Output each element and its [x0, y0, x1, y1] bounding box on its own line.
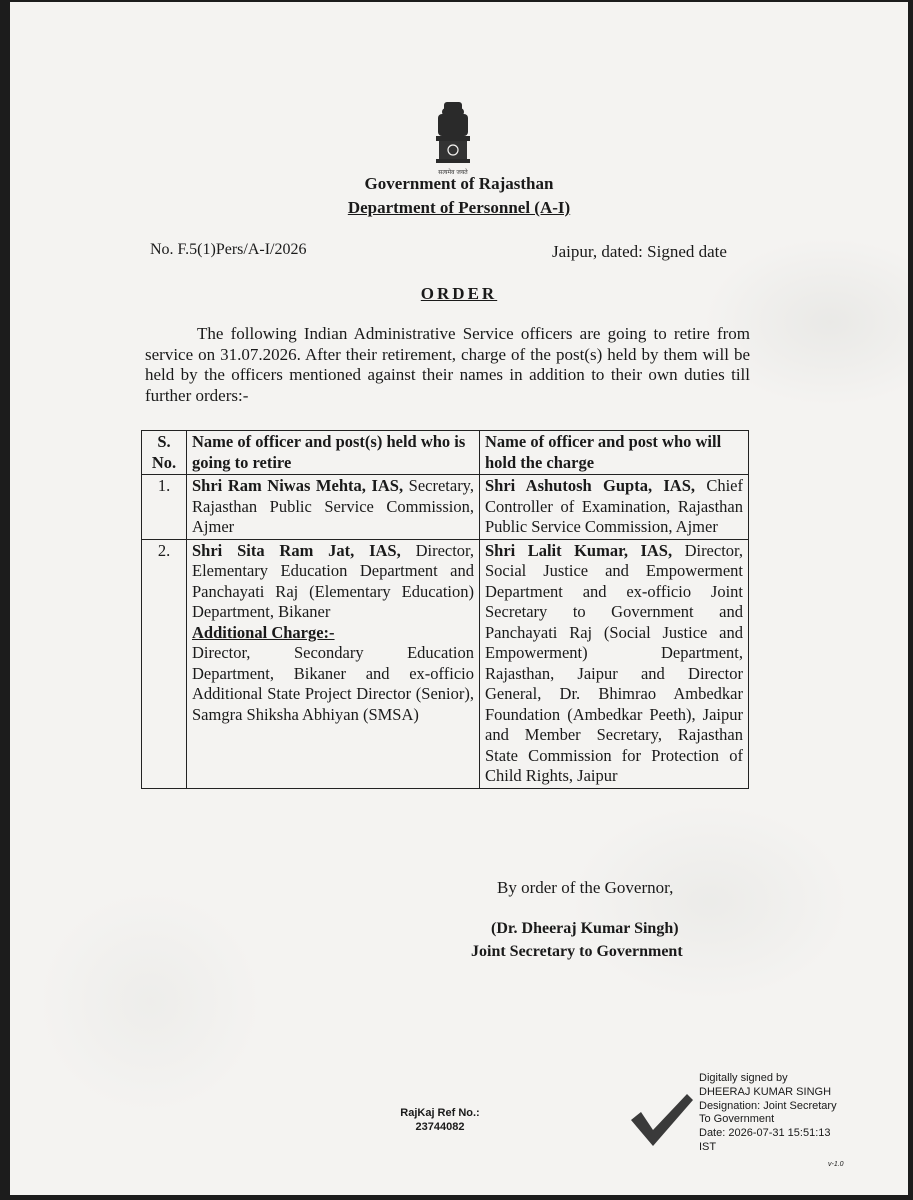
department-heading: Department of Personnel (A-I) [347, 198, 571, 217]
svg-text:सत्यमेव जयते: सत्यमेव जयते [438, 169, 468, 176]
dsig-line: Designation: Joint Secretary [699, 1099, 837, 1112]
charge-officer-cell [480, 539, 749, 788]
header-retiring-officer: Name of officer and post(s) held who is going to retire [187, 431, 480, 475]
retiring-officer-name: Shri Sita Ram Jat, IAS, [192, 540, 401, 560]
digital-signature-checkmark-icon [627, 1090, 697, 1150]
document-page [10, 2, 908, 1195]
charge-officer-cell [480, 475, 749, 540]
dsig-line: To Government [699, 1113, 775, 1126]
dsig-version: v-1.0 [828, 1161, 844, 1168]
signer-name: (Dr. Dheeraj Kumar Singh) [491, 920, 679, 937]
dsig-line: DHEERAJ KUMAR SINGH [699, 1085, 832, 1098]
by-order-line: By order of the Governor, [497, 878, 674, 897]
table-row [142, 539, 749, 788]
charge-officer-post: Chief Controller of Examination, Rajasthan Public Service Commission, Ajmer [485, 476, 743, 536]
rajkaj-number: 23744082 [415, 1121, 465, 1133]
additional-charge-post: Director, Secondary Education Department, Bikaner and ex-officio Additional State Project Director (Senior), Samgra Shiksha Abhiyan (SMSA) [192, 643, 474, 724]
retiring-officer-post: Secretary, Rajasthan Public Service Commission, Ajmer [192, 476, 474, 536]
row-serial-number: 1. [142, 475, 187, 540]
government-heading: Government of Rajasthan [364, 174, 554, 193]
dsig-line: Digitally signed by [699, 1072, 788, 1084]
table-header-row [142, 431, 749, 475]
rajkaj-reference [370, 1106, 510, 1134]
dsig-line: Date: 2026-07-31 15:51:13 [699, 1127, 831, 1140]
charge-officer-name: Shri Lalit Kumar, IAS, [485, 540, 673, 560]
state-emblem-icon [428, 100, 478, 180]
table-row [142, 475, 749, 540]
charge-officer-name: Shri Ashutosh Gupta, IAS, [485, 476, 696, 495]
header-charge-officer: Name of officer and post who will hold the charge [480, 431, 749, 475]
place-date: Jaipur, dated: Signed date [552, 242, 727, 261]
digital-signature-block [699, 1072, 869, 1155]
header-serial-number: S. No. [142, 431, 187, 475]
retiring-officer-cell [187, 475, 480, 540]
retiring-officer-name: Shri Ram Niwas Mehta, IAS, [192, 476, 404, 495]
charge-officer-post: Director, Social Justice and Empowerment Department and ex-officio Joint Secretary to Government and Panchayati Raj (Social Justice and Empowerment) Department, Rajasthan, Jaipur and Director General, Dr. Bhimrao Ambedkar Foundation (Ambedkar Peeth), Jaipur and Member Secretary, Rajasthan State Commission for Protection of Child Rights, Jaipur [485, 540, 743, 785]
order-reference-number: No. F.5(1)Pers/A-I/2026 [150, 241, 307, 258]
order-title: ORDER [420, 284, 498, 303]
retiring-officer-cell [187, 539, 480, 788]
officers-table [141, 430, 749, 789]
additional-charge-label: Additional Charge:- [192, 622, 335, 642]
dsig-line: IST [699, 1140, 717, 1153]
order-body-paragraph: The following Indian Administrative Service officers are going to retire from service on 31.07.2026. After their retirement, charge of the post(s) held by them will be held by the officers mentioned against their names in addition to their own duties till further orders:- [145, 324, 750, 405]
retiring-officer-post: Director, Elementary Education Department and Panchayati Raj (Elementary Education) Department, Bikaner [192, 540, 475, 621]
signer-designation: Joint Secretary to Government [471, 943, 683, 960]
rajkaj-label: RajKaj Ref No.: [400, 1107, 480, 1119]
row-serial-number: 2. [142, 539, 187, 788]
